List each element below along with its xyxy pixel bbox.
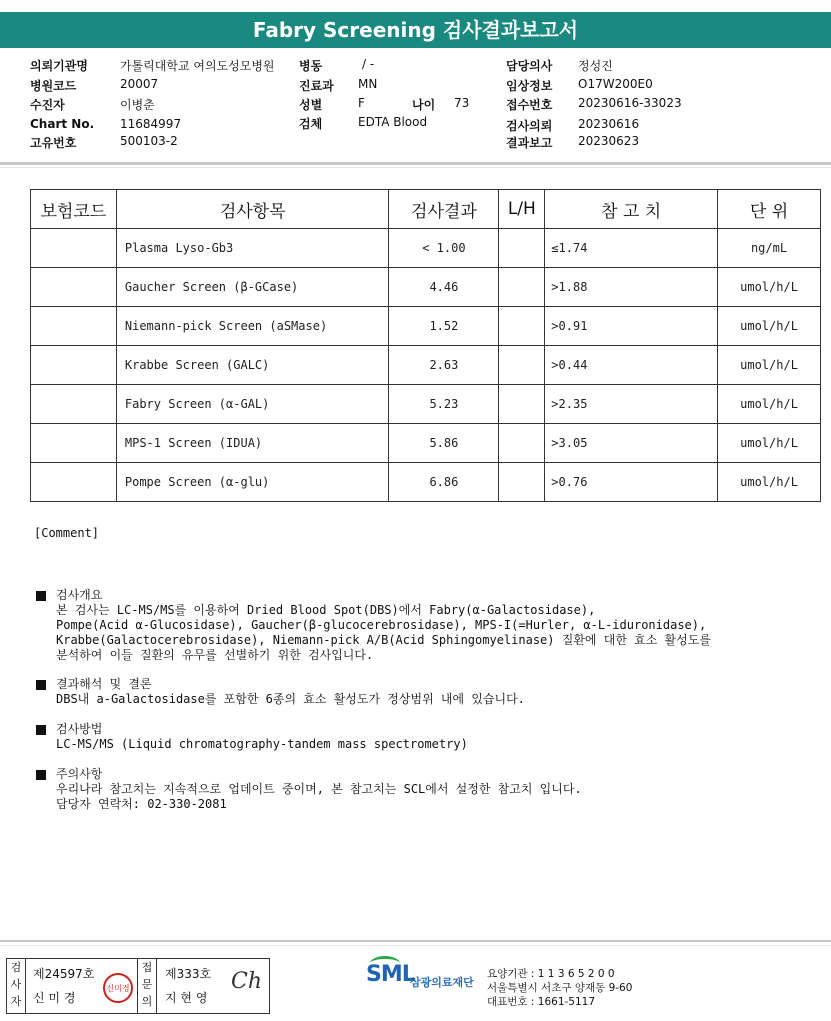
header-value-report-date: 20230623 bbox=[578, 134, 640, 148]
section-title: 검사방법 bbox=[56, 722, 103, 736]
section-method bbox=[36, 722, 468, 752]
header-unit: 단 위 bbox=[718, 190, 821, 229]
table-row bbox=[31, 268, 821, 307]
cell-result: 5.86 bbox=[389, 424, 499, 463]
cell-lh bbox=[499, 229, 545, 268]
header-value-specimen: EDTA Blood bbox=[358, 115, 428, 129]
table-row bbox=[31, 346, 821, 385]
cell-reference: ≤1.74 bbox=[545, 229, 718, 268]
header-label-specimen: 검체 bbox=[299, 117, 323, 131]
reviewer-signature-icon: Ch bbox=[231, 969, 263, 994]
header-lh: L/H bbox=[499, 190, 545, 229]
section-line: 본 검사는 LC-MS/MS를 이용하여 Dried Blood Spot(DBS)에서 Fabry(α-Galactosidase), bbox=[56, 603, 596, 617]
sml-logo bbox=[366, 962, 474, 989]
cell-result: < 1.00 bbox=[389, 229, 499, 268]
cell-reference: >2.35 bbox=[545, 385, 718, 424]
cell-test-name: Niemann-pick Screen (aSMase) bbox=[116, 307, 389, 346]
cell-test-name: MPS-1 Screen (IDUA) bbox=[116, 424, 389, 463]
header-divider-thin bbox=[0, 167, 831, 168]
cell-code bbox=[31, 268, 117, 307]
section-overview bbox=[36, 588, 711, 663]
header-label-report-date: 결과보고 bbox=[506, 136, 553, 150]
header-label-doctor: 담당의사 bbox=[506, 59, 553, 73]
signature-box bbox=[6, 958, 270, 1014]
cell-result: 1.52 bbox=[389, 307, 499, 346]
section-line: 분석하여 이들 질환의 유무를 선별하기 위한 검사입니다. bbox=[56, 648, 374, 662]
section-line: 담당자 연락처: 02-330-2081 bbox=[56, 797, 227, 811]
cell-test-name: Gaucher Screen (β-GCase) bbox=[116, 268, 389, 307]
header-value-hospital-code: 20007 bbox=[120, 77, 159, 91]
cell-code bbox=[31, 424, 117, 463]
cell-result: 5.23 bbox=[389, 385, 499, 424]
header-value-chart-no: 11684997 bbox=[120, 117, 182, 131]
cell-code bbox=[31, 385, 117, 424]
section-title: 검사개요 bbox=[56, 588, 103, 602]
footer-divider bbox=[0, 940, 831, 942]
footer-divider-thin bbox=[0, 945, 831, 946]
table-row bbox=[31, 424, 821, 463]
report-title: Fabry Screening 검사결과보고서 bbox=[0, 12, 831, 48]
bullet-square-icon bbox=[36, 725, 46, 735]
cell-test-name: Plasma Lyso-Gb3 bbox=[116, 229, 389, 268]
table-row bbox=[31, 463, 821, 502]
header-label-unique-no: 고유번호 bbox=[30, 136, 77, 150]
cell-result: 4.46 bbox=[389, 268, 499, 307]
cell-code bbox=[31, 463, 117, 502]
cell-lh bbox=[499, 268, 545, 307]
table-header-row bbox=[31, 190, 821, 229]
header-label-receipt-no: 접수번호 bbox=[506, 98, 553, 112]
cell-result: 2.63 bbox=[389, 346, 499, 385]
header-label-clinical-info: 임상정보 bbox=[506, 79, 553, 93]
examiner-name: 신 미 경 bbox=[33, 991, 76, 1005]
org-name: 삼광의료재단 bbox=[410, 976, 474, 989]
header-label-department: 진료과 bbox=[299, 79, 334, 93]
seal-text: 신미경 bbox=[106, 984, 130, 993]
cell-unit: ng/mL bbox=[718, 229, 821, 268]
logo-arc-icon bbox=[370, 956, 400, 971]
section-line: DBS내 a-Galactosidase를 포함한 6종의 효소 활성도가 정상범위 내에 있습니다. bbox=[56, 692, 525, 706]
cell-reference: >0.91 bbox=[545, 307, 718, 346]
header-divider bbox=[0, 162, 831, 165]
header-label-request-date: 검사의뢰 bbox=[506, 119, 553, 133]
header-label-sex: 성별 bbox=[299, 98, 323, 112]
header-value-patient: 이병춘 bbox=[120, 98, 155, 112]
cell-reference: >0.44 bbox=[545, 346, 718, 385]
header-value-age: 73 bbox=[454, 96, 470, 110]
section-interpretation bbox=[36, 677, 525, 707]
cell-reference: >3.05 bbox=[545, 424, 718, 463]
cell-test-name: Pompe Screen (α-glu) bbox=[116, 463, 389, 502]
header-label-patient: 수진자 bbox=[30, 98, 65, 112]
cell-lh bbox=[499, 463, 545, 502]
header-value-sex: F bbox=[358, 96, 365, 110]
section-title: 주의사항 bbox=[56, 767, 103, 781]
header-label-age: 나이 bbox=[412, 98, 436, 112]
header-label-ward: 병동 bbox=[299, 59, 323, 73]
cell-test-name: Krabbe Screen (GALC) bbox=[116, 346, 389, 385]
header-value-clinical-info: O17W200E0 bbox=[578, 77, 653, 91]
bullet-square-icon bbox=[36, 770, 46, 780]
cell-lh bbox=[499, 307, 545, 346]
bullet-square-icon bbox=[36, 591, 46, 601]
header-value-request-date: 20230616 bbox=[578, 117, 640, 131]
footer-info-line: 서울특별시 서초구 양재동 9-60 bbox=[487, 982, 633, 994]
section-line: 우리나라 참고치는 지속적으로 업데이트 중이며, 본 참고치는 SCL에서 설정한 참고치 입니다. bbox=[56, 782, 582, 796]
table-row bbox=[31, 385, 821, 424]
section-line: LC-MS/MS (Liquid chromatography-tandem mass spectrometry) bbox=[56, 737, 468, 751]
cell-test-name: Fabry Screen (α-GAL) bbox=[116, 385, 389, 424]
header-value-doctor: 정성진 bbox=[578, 59, 613, 73]
cell-unit: umol/h/L bbox=[718, 424, 821, 463]
bullet-square-icon bbox=[36, 680, 46, 690]
reviewer-license: 제333호 bbox=[165, 967, 212, 981]
header-value-ward: / - bbox=[362, 57, 375, 71]
header-value-unique-no: 500103-2 bbox=[120, 134, 178, 148]
reviewer-name: 지 현 영 bbox=[165, 991, 208, 1005]
cell-unit: umol/h/L bbox=[718, 385, 821, 424]
header-value-institution: 가톨릭대학교 여의도성모병원 bbox=[120, 59, 275, 73]
cell-lh bbox=[499, 424, 545, 463]
cell-unit: umol/h/L bbox=[718, 463, 821, 502]
examiner-license: 제24597호 bbox=[33, 967, 95, 981]
header-value-department: MN bbox=[358, 77, 378, 91]
cell-lh bbox=[499, 346, 545, 385]
table-row bbox=[31, 229, 821, 268]
cell-unit: umol/h/L bbox=[718, 346, 821, 385]
cell-code bbox=[31, 229, 117, 268]
examiner-seal-icon bbox=[103, 973, 133, 1003]
table-row bbox=[31, 307, 821, 346]
section-notes bbox=[36, 767, 582, 812]
footer-info-line: 대표번호 : 1661-5117 bbox=[487, 996, 596, 1008]
section-line: Pompe(Acid α-Glucosidase), Gaucher(β-glucocerebrosidase), MPS-I(=Hurler, α-L-iduronidase), bbox=[56, 618, 707, 632]
examiner-label: 검사자 bbox=[7, 959, 26, 1013]
reviewer-label: 접문의 bbox=[138, 959, 157, 1013]
cell-reference: >1.88 bbox=[545, 268, 718, 307]
header-label-institution: 의뢰기관명 bbox=[30, 59, 88, 73]
section-title: 결과해석 및 결론 bbox=[56, 677, 152, 691]
cell-lh bbox=[499, 385, 545, 424]
cell-code bbox=[31, 346, 117, 385]
header-test-item: 검사항목 bbox=[116, 190, 389, 229]
header-label-chart-no: Chart No. bbox=[30, 117, 95, 131]
header-insurance-code: 보험코드 bbox=[31, 190, 117, 229]
header-value-receipt-no: 20230616-33023 bbox=[578, 96, 682, 110]
header-test-result: 검사결과 bbox=[389, 190, 499, 229]
header-label-hospital-code: 병원코드 bbox=[30, 79, 77, 93]
cell-unit: umol/h/L bbox=[718, 268, 821, 307]
footer-info-line: 요양기관 : 1 1 3 6 5 2 0 0 bbox=[487, 968, 615, 980]
section-line: Krabbe(Galactocerebrosidase), Niemann-pick A/B(Acid Sphingomyelinase) 질환에 대한 효소 활성도를 bbox=[56, 633, 711, 647]
comment-label: [Comment] bbox=[34, 526, 100, 540]
cell-reference: >0.76 bbox=[545, 463, 718, 502]
logo-mark: SML bbox=[366, 962, 415, 987]
cell-code bbox=[31, 307, 117, 346]
cell-unit: umol/h/L bbox=[718, 307, 821, 346]
header-reference: 참 고 치 bbox=[545, 190, 718, 229]
results-table bbox=[30, 189, 821, 502]
cell-result: 6.86 bbox=[389, 463, 499, 502]
